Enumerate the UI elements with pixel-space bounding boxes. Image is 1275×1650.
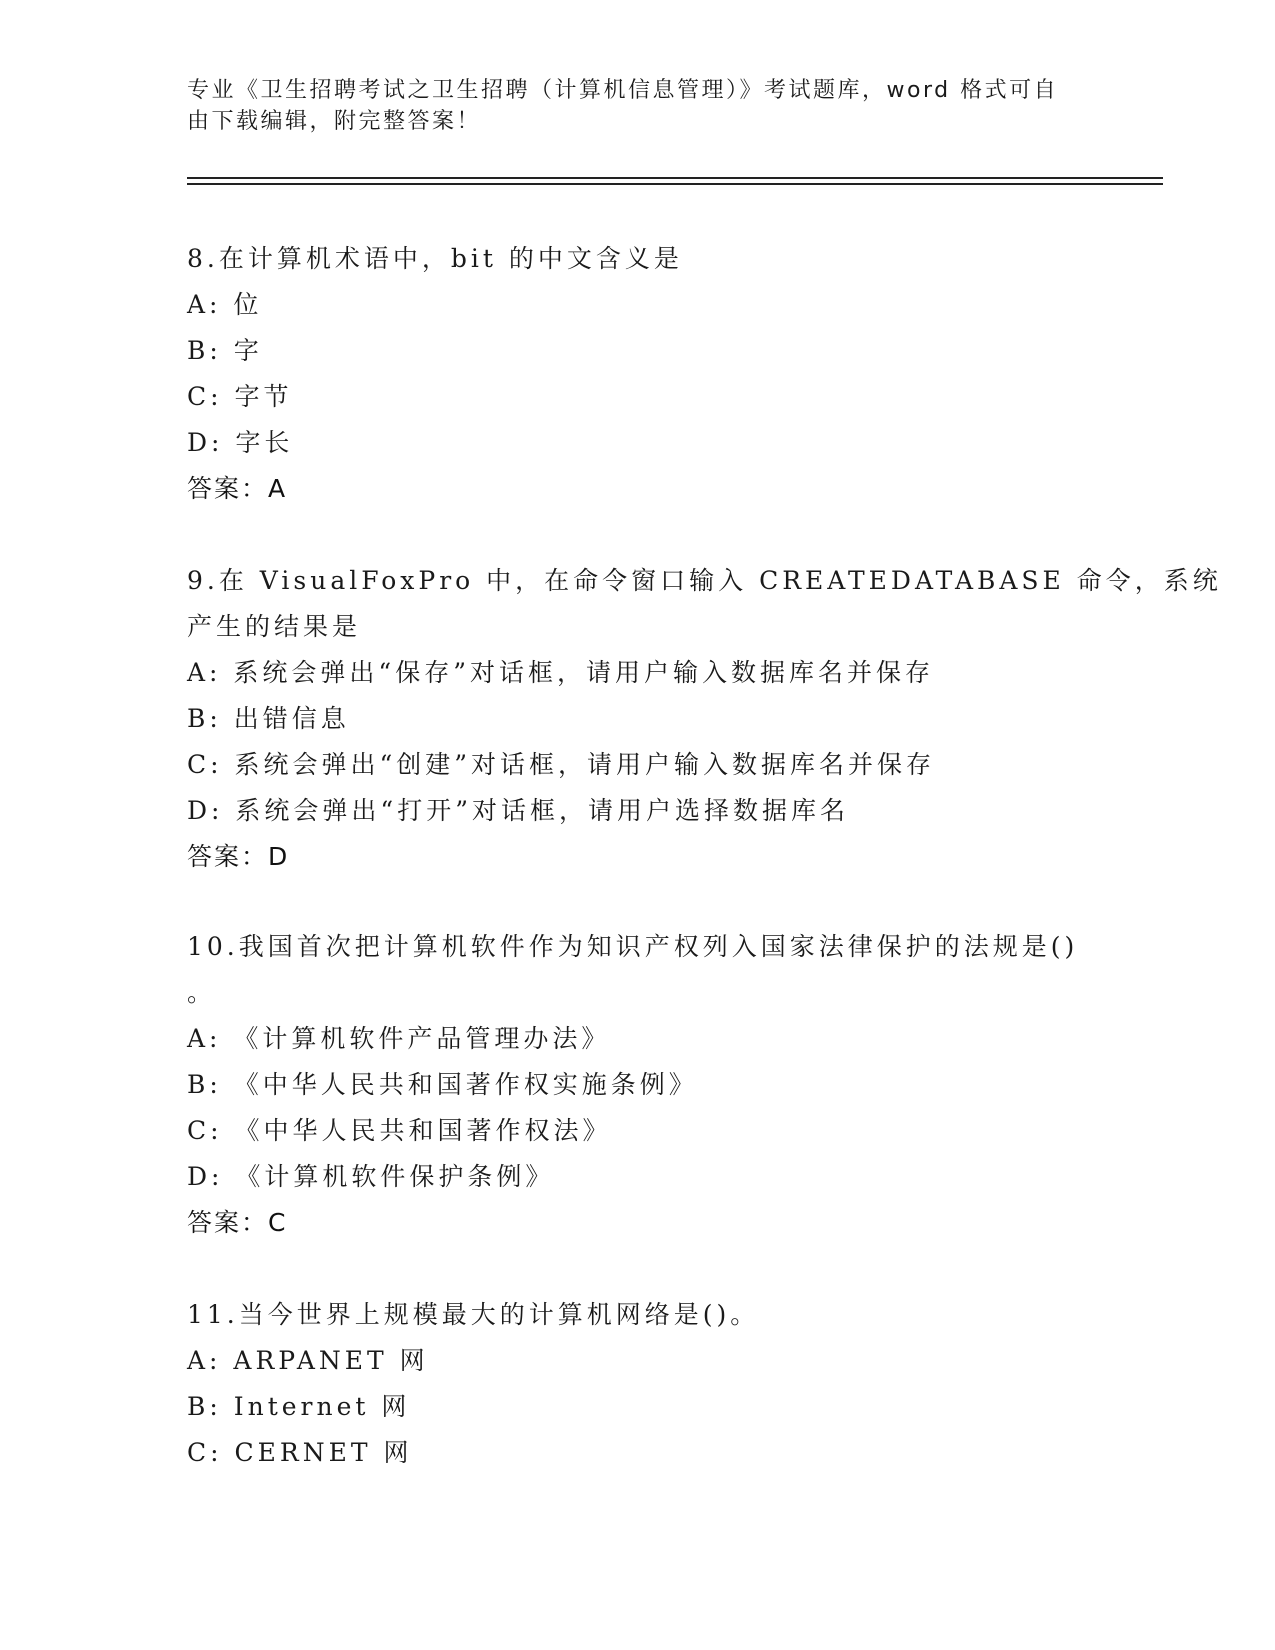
header-divider-bottom — [187, 183, 1163, 185]
question-stem-continued: 产生的结果是 — [187, 612, 362, 641]
option-b: B: 字 — [187, 336, 263, 365]
option-b: B: 出错信息 — [187, 704, 350, 733]
option-c: C: 字节 — [187, 382, 293, 411]
option-b: B: 《中华人民共和国著作权实施条例》 — [187, 1070, 698, 1099]
answer-label: 答案：D — [187, 842, 290, 871]
option-c: C: 《中华人民共和国著作权法》 — [187, 1116, 612, 1145]
option-d: D: 字长 — [187, 428, 294, 457]
intro-line-1: 专业《卫生招聘考试之卫生招聘（计算机信息管理）》考试题库，word 格式可自 — [187, 78, 1059, 103]
header-divider-top — [187, 177, 1163, 179]
option-c: C: 系统会弹出“创建”对话框，请用户输入数据库名并保存 — [187, 750, 936, 779]
question-stem: 8.在计算机术语中，bit 的中文含义是 — [187, 244, 683, 273]
option-d: D: 《计算机软件保护条例》 — [187, 1162, 555, 1191]
question-11 — [187, 1292, 1087, 1476]
question-stem: 11.当今世界上规模最大的计算机网络是()。 — [187, 1300, 760, 1329]
option-a: A: 位 — [187, 290, 263, 319]
question-8 — [187, 236, 1087, 512]
option-c: C: CERNET 网 — [187, 1438, 413, 1467]
option-a: A: 《计算机软件产品管理办法》 — [187, 1024, 611, 1053]
answer-label: 答案：C — [187, 1208, 288, 1237]
option-d: D: 系统会弹出“打开”对话框，请用户选择数据库名 — [187, 796, 849, 825]
option-a: A: 系统会弹出“保存”对话框，请用户输入数据库名并保存 — [187, 658, 934, 687]
question-stem: 9.在 VisualFoxPro 中，在命令窗口输入 CREATEDATABASE 命令，系统 — [187, 566, 1222, 595]
option-a: A: ARPANET 网 — [187, 1346, 429, 1375]
question-10 — [187, 924, 1087, 1246]
intro-line-2: 由下载编辑，附完整答案！ — [187, 109, 482, 134]
question-stem: 10.我国首次把计算机软件作为知识产权列入国家法律保护的法规是() — [187, 932, 1079, 961]
document-intro — [187, 75, 1067, 137]
question-stem-continued: 。 — [187, 978, 217, 1007]
question-9 — [187, 558, 1222, 880]
answer-label: 答案：A — [187, 474, 288, 503]
option-b: B: Internet 网 — [187, 1392, 411, 1421]
